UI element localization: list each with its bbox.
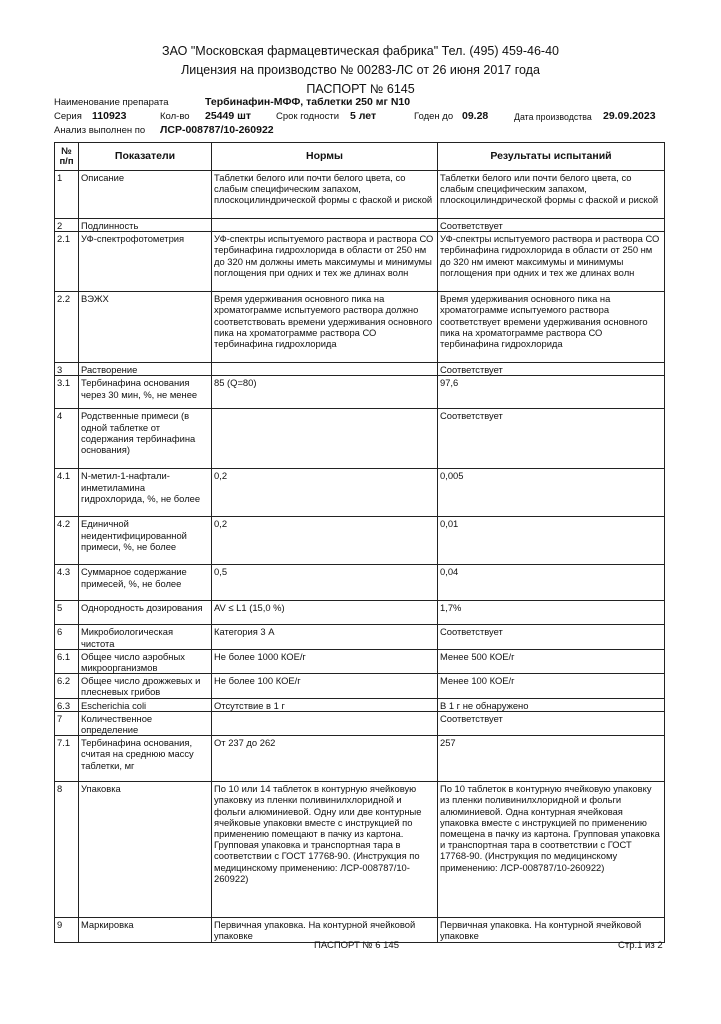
row-indicator: Тербинафина основания через 30 мин, %, не менее [79,376,212,409]
table-row [55,292,665,363]
row-number: 4.1 [55,469,79,517]
header-num: № п/п [55,143,79,171]
row-norm: Отсутствие в 1 г [212,698,438,711]
row-indicator: Единичной неидентифицированной примеси, %, не более [79,517,212,565]
shelf-label: Срок годности [276,111,340,122]
row-number: 2.1 [55,232,79,292]
row-result: 257 [438,736,665,782]
row-number: 4 [55,409,79,469]
company-line: ЗАО "Московская фармацевтическая фабрика" Тел. (495) 459-46-40 [162,44,559,58]
row-norm: Не более 100 КОЕ/г [212,674,438,698]
row-result: 0,04 [438,565,665,601]
series-value: 110923 [92,110,127,122]
specification-table [54,142,665,943]
row-result: Соответствует [438,711,665,735]
row-indicator: Микробиологическая чистота [79,625,212,649]
row-number: 2 [55,219,79,232]
table-body [55,171,665,943]
table-row [55,782,665,918]
analysis-label: Анализ выполнен по [54,125,146,136]
table-row [55,469,665,517]
row-result: 1,7% [438,601,665,625]
drug-name: Тербинафин-МФФ, таблетки 250 мг N10 [205,96,411,108]
row-indicator: N-метил-1-нафтали-инметиламина гидрохлорида, %, не более [79,469,212,517]
row-number: 8 [55,782,79,918]
table-row [55,918,665,942]
row-norm: 85 (Q=80) [212,376,438,409]
row-number: 4.2 [55,517,79,565]
row-number: 4.3 [55,565,79,601]
table-row [55,171,665,219]
row-result: УФ-спектры испытуемого раствора и раствора СО тербинафина гидрохлорида в области от 250 нм до 320 нм имеют максимумы и минимумы поглощения при одних и тех же длинах волн [438,232,665,292]
row-number: 9 [55,918,79,942]
row-result: Соответствует [438,363,665,376]
row-norm: От 237 до 262 [212,736,438,782]
license-line: Лицензия на производство № 00283-ЛС от 26 июня 2017 года [181,63,540,77]
row-result: Менее 100 КОЕ/г [438,674,665,698]
table-row [55,376,665,409]
prod-date-label: Дата производства [514,112,592,122]
row-norm [212,409,438,469]
table-row [55,565,665,601]
table-row [55,698,665,711]
table-row [55,219,665,232]
footer-passport-ref: ПАСПОРТ № 6 145 [314,940,399,951]
row-number: 2.2 [55,292,79,363]
row-norm: Первичная упаковка. На контурной ячейковой упаковке [212,918,438,942]
row-indicator: Подлинность [79,219,212,232]
row-result: 97,6 [438,376,665,409]
row-result: Соответствует [438,219,665,232]
table-row [55,674,665,698]
passport-title: ПАСПОРТ № 6145 [306,82,415,96]
row-norm [212,219,438,232]
row-indicator: Общее число аэробных микроорганизмов [79,649,212,673]
row-indicator: Суммарное содержание примесей, %, не более [79,565,212,601]
drug-label: Наименование препарата [54,97,169,108]
row-indicator: Маркировка [79,918,212,942]
row-indicator: Родственные примеси (в одной таблетке от содержания тербинафина основания) [79,409,212,469]
row-indicator: ВЭЖХ [79,292,212,363]
valid-value: 09.28 [462,110,489,122]
table-row [55,363,665,376]
row-norm: Время удерживания основного пика на хроматограмме испытуемого раствора должно соответствовать времени удерживания основного пика на хроматограмме раствора СО тербинафина гидрохлорида [212,292,438,363]
table-row [55,625,665,649]
row-result: Время удерживания основного пика на хроматограмме испытуемого раствора соответствует времени удерживания основного пика на хроматограмме раствора СО тербинафина гидрохлорида [438,292,665,363]
row-number: 3.1 [55,376,79,409]
qty-value: 25449 шт [205,110,252,122]
row-norm [212,363,438,376]
row-norm: Не более 1000 КОЕ/г [212,649,438,673]
row-number: 1 [55,171,79,219]
row-number: 7 [55,711,79,735]
row-result: 0,005 [438,469,665,517]
row-indicator: Общее число дрожжевых и плесневых грибов [79,674,212,698]
table-row [55,649,665,673]
row-indicator: Растворение [79,363,212,376]
row-norm: УФ-спектры испытуемого раствора и раствора СО тербинафина гидрохлорида в области от 250 нм до 320 нм должны иметь максимумы и минимумы поглощения при одних и тех же длинах волн [212,232,438,292]
row-indicator: Однородность дозирования [79,601,212,625]
table-row [55,517,665,565]
row-indicator: Упаковка [79,782,212,918]
table-row [55,736,665,782]
row-norm: 0,5 [212,565,438,601]
table-row [55,409,665,469]
row-number: 6 [55,625,79,649]
row-number: 6.2 [55,674,79,698]
row-norm: Категория 3 А [212,625,438,649]
valid-label: Годен до [414,111,454,122]
row-result: Соответствует [438,625,665,649]
row-result: Таблетки белого или почти белого цвета, со слабым специфическим запахом, плоскоцилиндрической формы с фаской и риской [438,171,665,219]
row-result: Первичная упаковка. На контурной ячейковой упаковке [438,918,665,942]
analysis-value: ЛСР-008787/10-260922 [160,124,274,136]
row-norm: По 10 или 14 таблеток в контурную ячейковую упаковку из пленки поливинилхлоридной и фольги алюминиевой. Одну или две контурные ячейковые упаковки вместе с инструкцией по применению помещают в пачку из картона. Групповая упаковка и транспортная тара в соответствии с ГОСТ 17768-90. (Инструкция по медицинскому применению: ЛСР-008787/10-260922) [212,782,438,918]
row-indicator: УФ-спектрофотометрия [79,232,212,292]
row-norm: Таблетки белого или почти белого цвета, со слабым специфическим запахом, плоскоцилиндрической формы с фаской и риской [212,171,438,219]
row-result: В 1 г не обнаружено [438,698,665,711]
row-number: 6.3 [55,698,79,711]
row-norm: AV ≤ L1 (15,0 %) [212,601,438,625]
row-result: Соответствует [438,409,665,469]
header-norms: Нормы [212,143,438,171]
row-number: 7.1 [55,736,79,782]
row-norm: 0,2 [212,469,438,517]
row-indicator: Тербинафина основания, считая на среднюю массу таблетки, мг [79,736,212,782]
series-label: Серия [54,111,82,122]
row-number: 5 [55,601,79,625]
table-row [55,601,665,625]
row-norm [212,711,438,735]
footer-page-info: Стр.1 из 2 [618,940,663,951]
row-indicator: Количественное определение [79,711,212,735]
shelf-value: 5 лет [350,110,377,122]
qty-label: Кол-во [160,111,190,122]
row-result: По 10 таблеток в контурную ячейковую упаковку из пленки поливинилхлоридной и фольги алюминиевой. Одна контурная ячейковая упаковка вместе с инструкцией по применению помещена в пачку из картона. Групповая упаковка и транспортная тара в соответствии с ГОСТ 17768-90. (Инструкция по медицинскому применению: ЛСР-008787/10-260922) [438,782,665,918]
row-number: 3 [55,363,79,376]
row-indicator: Описание [79,171,212,219]
row-number: 6.1 [55,649,79,673]
prod-date-value: 29.09.2023 [603,110,656,122]
table-header-row [55,143,665,171]
row-indicator: Escherichia coli [79,698,212,711]
row-result: 0,01 [438,517,665,565]
header-indicator: Показатели [79,143,212,171]
table-row [55,232,665,292]
header-results: Результаты испытаний [438,143,665,171]
row-norm: 0,2 [212,517,438,565]
table-row [55,711,665,735]
row-result: Менее 500 КОЕ/г [438,649,665,673]
